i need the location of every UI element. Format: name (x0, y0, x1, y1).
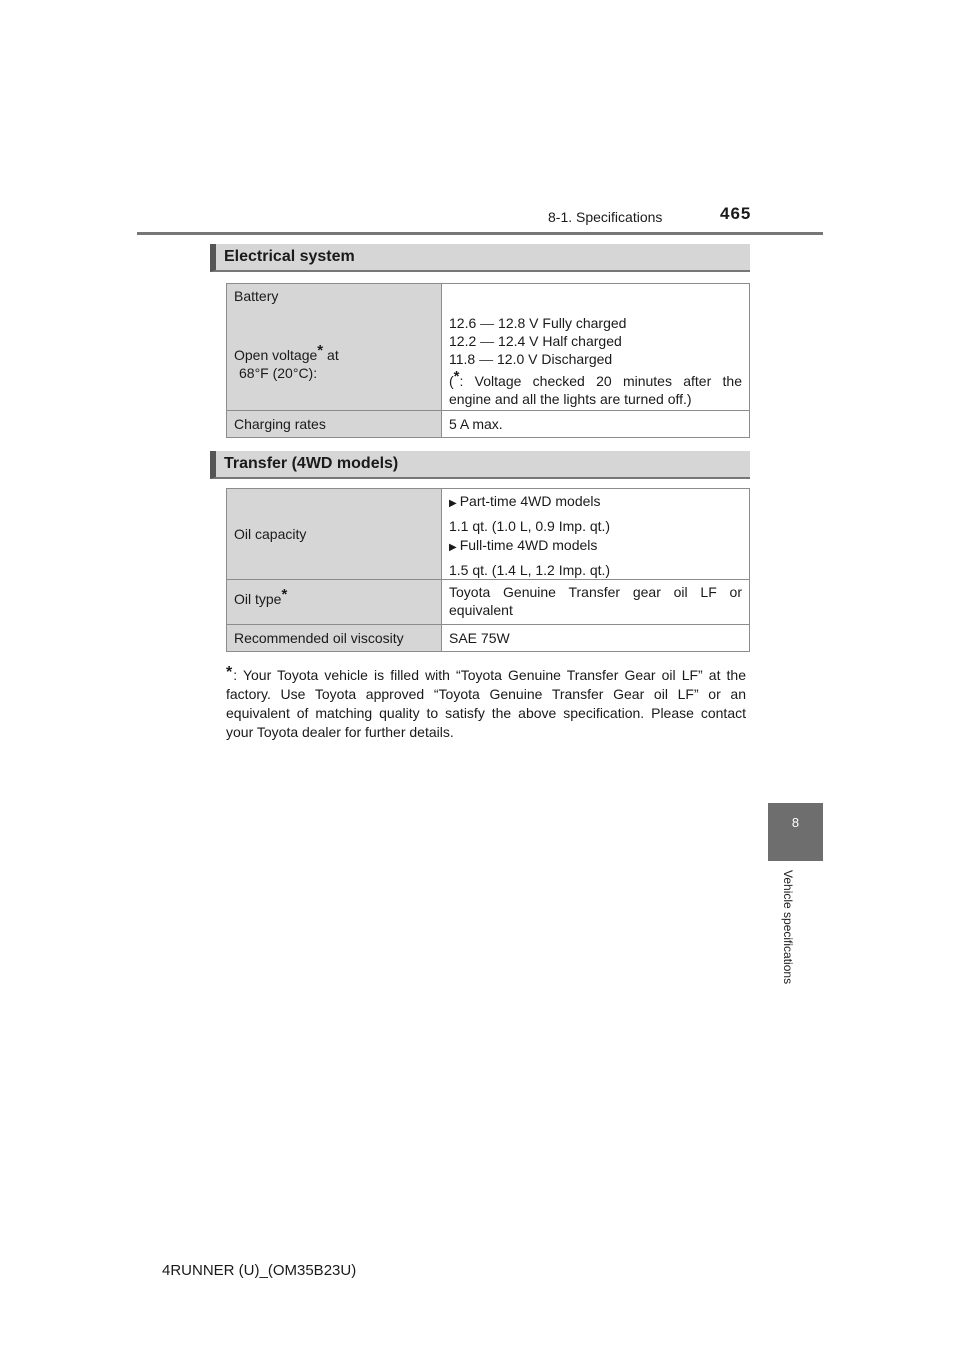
open-voltage-text-rest: at (327, 347, 339, 363)
battery-label-cell (227, 284, 442, 411)
electrical-system-heading: Electrical system (210, 244, 750, 272)
viscosity-value: SAE 75W (442, 625, 750, 652)
battery-label: Battery (234, 288, 279, 304)
oil-type-label: Oil type (234, 591, 282, 607)
viscosity-label: Recommended oil viscosity (227, 625, 442, 652)
table-row (227, 411, 750, 438)
footnote-text: : Your Toyota vehicle is filled with “Toyota Genuine Transfer Gear oil LF” at the factory. Use Toyota approved “Toyota Genuine Transfer Gear oil LF” or an equivalent of matching quality to satisfy the above specification. Please contact your Toyota dealer for further details. (226, 667, 746, 740)
full-time-value: 1.5 qt. (1.4 L, 1.2 Imp. qt.) (449, 562, 611, 578)
asterisk-icon: * (453, 368, 460, 385)
footnote (226, 663, 746, 742)
header-rule (137, 232, 823, 235)
chapter-number: 8 (791, 815, 800, 830)
oil-type-value-cell (442, 580, 750, 625)
full-time-label: ▶ Full-time 4WD models (449, 537, 598, 553)
chapter-label: Vehicle specifications (781, 870, 795, 985)
section-title: 8-1. Specifications (548, 209, 663, 225)
table-row (227, 625, 750, 652)
oil-capacity-label: Oil capacity (227, 489, 442, 580)
oil-type-label-cell (227, 580, 442, 625)
transfer-table (226, 488, 750, 652)
asterisk-icon: * (317, 342, 324, 359)
table-row (227, 580, 750, 625)
table-row (227, 489, 750, 580)
page-number: 465 (720, 204, 752, 223)
voltage-line: 11.8 — 12.0 V Discharged (449, 351, 613, 367)
oil-type-value: Toyota Genuine Transfer gear oil LF or equivalent (449, 584, 742, 618)
voltage-line: 12.2 — 12.4 V Half charged (449, 333, 622, 349)
chapter-tab (768, 803, 823, 861)
table-row (227, 284, 750, 411)
asterisk-icon: * (226, 664, 233, 681)
open-voltage-text: Open voltage (234, 347, 318, 363)
footer-model-code: 4RUNNER (U)_(OM35B23U) (162, 1262, 357, 1279)
charging-rates-label: Charging rates (227, 411, 442, 438)
voltage-line: 12.6 — 12.8 V Fully charged (449, 315, 627, 331)
voltage-note: (*: Voltage checked 20 minutes after the engine and all the lights are turned off.) (449, 368, 742, 407)
part-time-value: 1.1 qt. (1.0 L, 0.9 Imp. qt.) (449, 518, 611, 534)
oil-capacity-value-cell (442, 489, 750, 580)
open-voltage-value-cell (442, 284, 750, 411)
open-voltage-temp: 68°F (20°C): (239, 365, 318, 381)
charging-rates-value: 5 A max. (442, 411, 750, 438)
transfer-heading: Transfer (4WD models) (210, 451, 750, 479)
triangle-right-icon: ▶ (449, 542, 457, 553)
asterisk-icon: * (281, 586, 288, 603)
electrical-system-table (226, 283, 750, 438)
part-time-label: ▶ Part-time 4WD models (449, 493, 601, 509)
open-voltage-label (234, 342, 434, 364)
triangle-right-icon: ▶ (449, 498, 457, 509)
